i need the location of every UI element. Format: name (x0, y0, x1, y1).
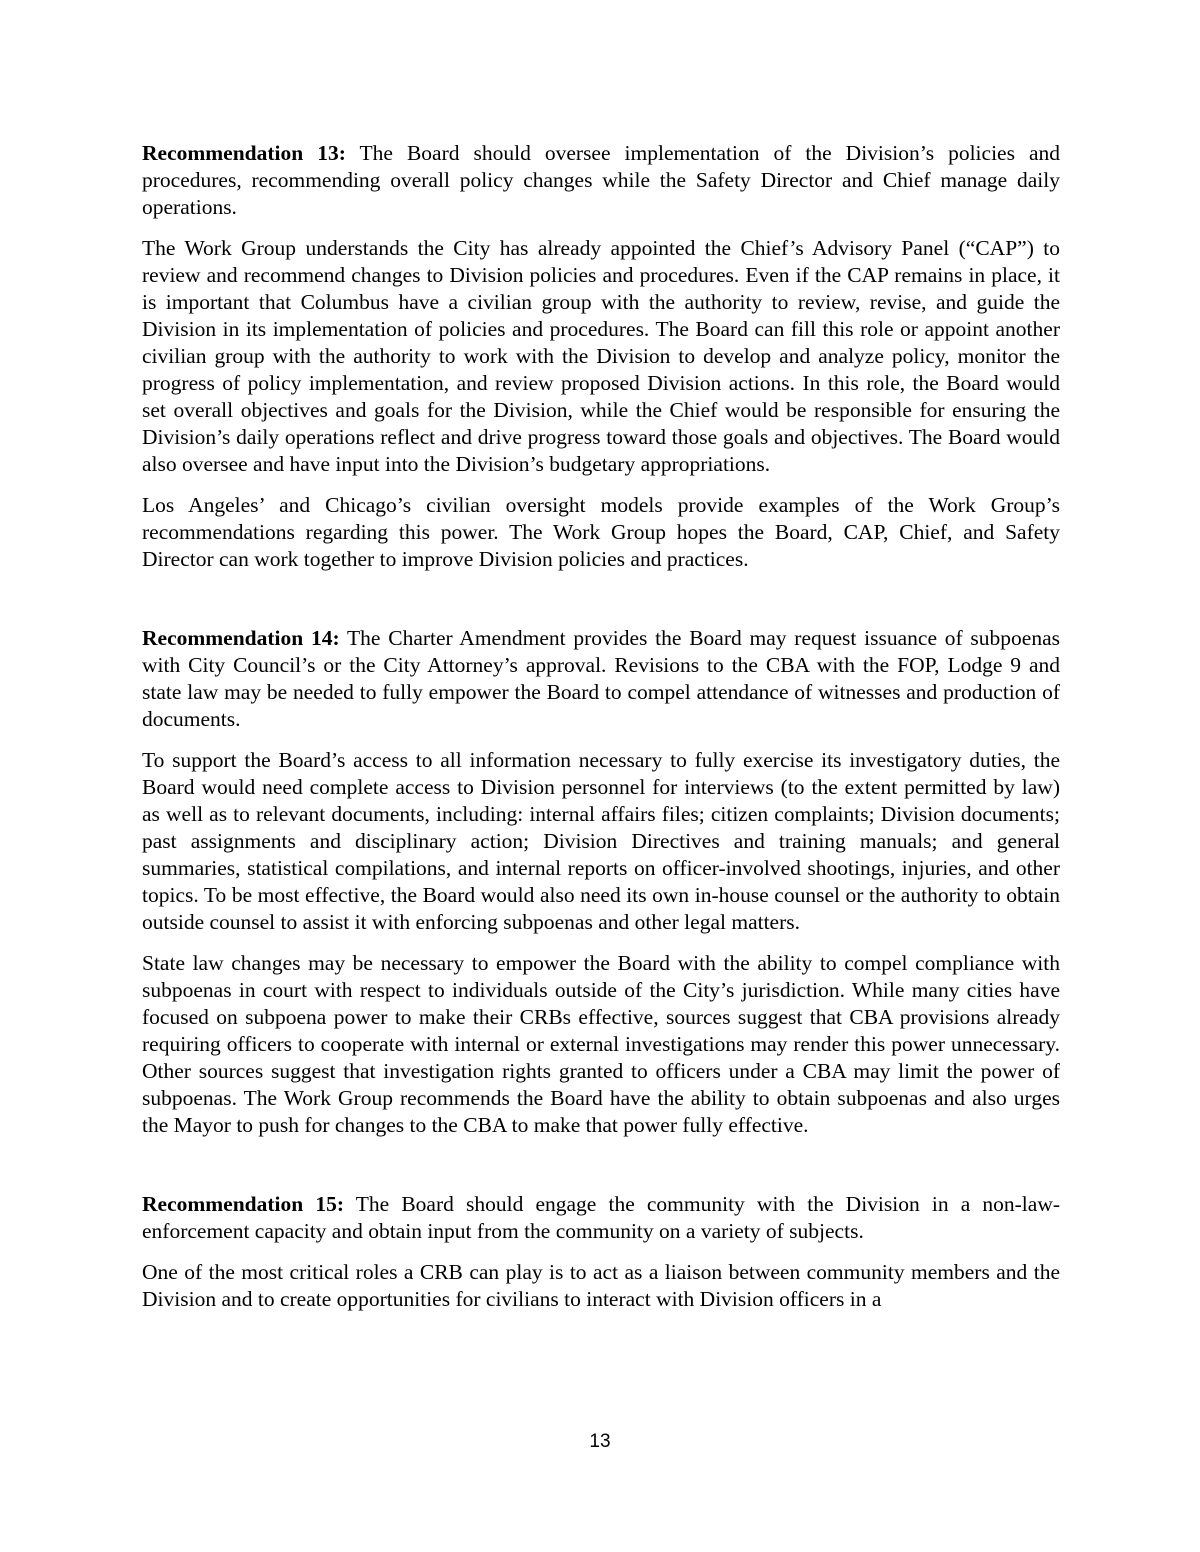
board-access-text: To support the Board’s access to all information necessary to fully exercise its investigatory duties, the Board would need complete access to Division personnel for interviews (to the extent permitted by law) as well as to relevant documents, including: internal affairs files; citizen complaints; Division documents; past assignments and disciplinary action; Division Directives and training manuals; and general summaries, statistical compilations, and internal reports on officer-involved shootings, injuries, and other topics. To be most effective, the Board would also need its own in-house counsel or the authority to obtain outside counsel to assist it with enforcing subpoenas and other legal matters. (142, 748, 1060, 934)
recommendation-15-label: Recommendation 15: (142, 1192, 345, 1216)
work-group-cap-paragraph (142, 235, 1060, 478)
page-number: 13 (589, 1431, 611, 1452)
la-chicago-models-text: Los Angeles’ and Chicago’s civilian oversight models provide examples of the Work Group’s recommendations regarding this power. The Work Group hopes the Board, CAP, Chief, and Safety Director can work together to improve Division policies and practices. (142, 493, 1060, 571)
recommendation-15-paragraph (142, 1191, 1060, 1245)
work-group-cap-text: The Work Group understands the City has already appointed the Chief’s Advisory Panel (“CAP”) to review and recommend changes to Division policies and procedures. Even if the CAP remains in place, it is important that Columbus have a civilian group with the authority to review, revise, and guide the Division in its implementation of policies and procedures. The Board can fill this role or appoint another civilian group with the authority to work with the Division to develop and analyze policy, monitor the progress of policy implementation, and review proposed Division actions. In this role, the Board would set overall objectives and goals for the Division, while the Chief would be responsible for ensuring the Division’s daily operations reflect and drive progress toward those goals and objectives. The Board would also oversee and have input into the Division’s budgetary appropriations. (142, 236, 1060, 476)
la-chicago-models-paragraph (142, 492, 1060, 573)
recommendation-13-paragraph (142, 140, 1060, 221)
board-access-paragraph (142, 747, 1060, 936)
recommendation-13-text: The Board should oversee implementation of the Division’s policies and procedures, recommending overall policy changes while the Safety Director and Chief manage daily operations. (142, 141, 1061, 219)
crb-liaison-text: One of the most critical roles a CRB can play is to act as a liaison between community members and the Division and to create opportunities for civilians to interact with Division officers in a (142, 1260, 1060, 1311)
page-content (142, 140, 1060, 1327)
crb-liaison-paragraph (142, 1259, 1060, 1313)
recommendation-14-text: The Charter Amendment provides the Board may request issuance of subpoenas with City Council’s or the City Attorney’s approval. Revisions to the CBA with the FOP, Lodge 9 and state law may be needed to fully empower the Board to compel attendance of witnesses and production of documents. (142, 626, 1061, 731)
recommendation-15-text: The Board should engage the community with the Division in a non-law-enforcement capacity and obtain input from the community on a variety of subjects. (142, 1192, 1061, 1243)
state-law-changes-paragraph (142, 950, 1060, 1139)
state-law-changes-text: State law changes may be necessary to empower the Board with the ability to compel compliance with subpoenas in court with respect to individuals outside of the City’s jurisdiction. While many cities have focused on subpoena power to make their CRBs effective, sources suggest that CBA provisions already requiring officers to cooperate with internal or external investigations may render this power unnecessary. Other sources suggest that investigation rights granted to officers under a CBA may limit the power of subpoenas. The Work Group recommends the Board have the ability to obtain subpoenas and also urges the Mayor to push for changes to the CBA to make that power fully effective. (142, 951, 1060, 1137)
recommendation-14-label: Recommendation 14: (142, 626, 340, 650)
recommendation-14-paragraph (142, 625, 1060, 733)
recommendation-13-label: Recommendation 13: (142, 141, 346, 165)
